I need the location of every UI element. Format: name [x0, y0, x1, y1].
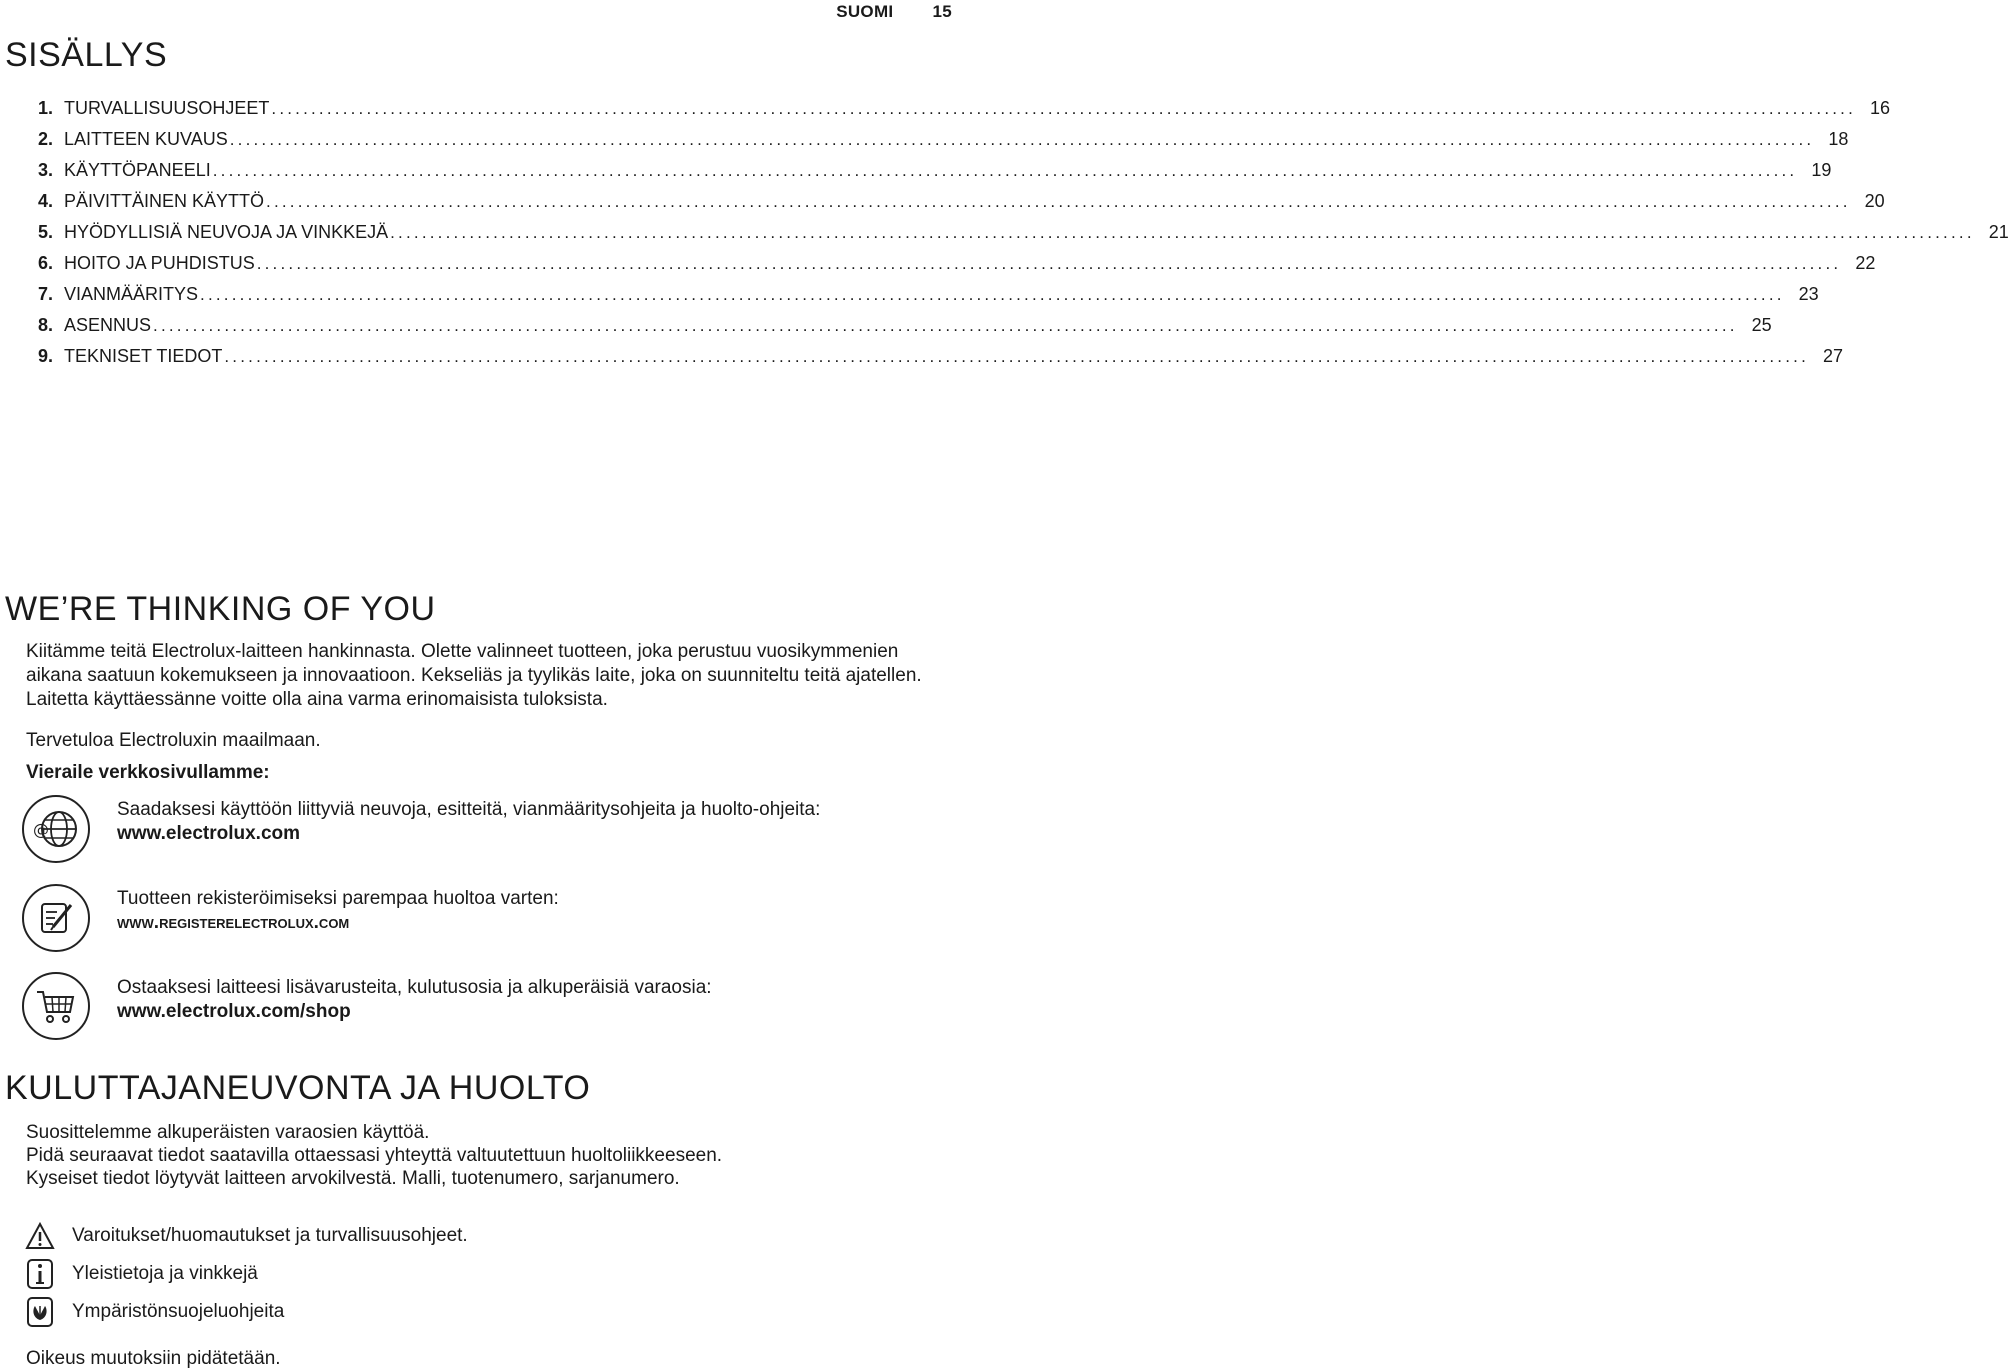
environment-leaf-icon — [26, 1297, 54, 1327]
toc-item-title: TEKNISET TIEDOT — [64, 346, 223, 366]
svg-text:@: @ — [33, 820, 49, 839]
toc-title: SISÄLLYS — [5, 36, 168, 74]
toc-item-page: 23 — [1798, 284, 1819, 304]
toc-item-title: TURVALLISUUSOHJEET — [64, 98, 270, 118]
register-link[interactable]: www.registerelectrolux.com — [117, 912, 350, 933]
toc-leader-dots: ........................................................................................................................................................................................................ — [229, 130, 1815, 149]
toc-item-number: 5. — [38, 222, 54, 242]
service-line-1: Suosittelemme alkuperäisten varaosien käyttöä. — [26, 1122, 430, 1143]
service-title: KULUTTAJANEUVONTA JA HUOLTO — [5, 1069, 591, 1107]
language-label: SUOMI — [836, 2, 894, 21]
toc-item-6[interactable] — [38, 253, 1876, 284]
legend-text: Yleistietoja ja vinkkejä — [72, 1263, 258, 1284]
toc-item-9[interactable] — [38, 346, 1844, 377]
warning-triangle-icon — [26, 1221, 54, 1251]
table-of-contents — [38, 98, 2009, 377]
toc-item-title: HYÖDYLLISIÄ NEUVOJA JA VINKKEJÄ — [64, 222, 389, 242]
legend-warning — [26, 1217, 468, 1255]
intro-paragraph: Kiitämme teitä Electrolux-laitteen hankinnasta. Olette valinneet tuotteen, joka perustuu vuosikymmenien aikana saatuun kokemukseen ja innovaatioon. Kekseliäs ja tyylikäs laite, joka on suunniteltu teitä ajatellen. Laitetta käyttäessänne voitte olla aina varma erinomaisista tuloksista. — [26, 641, 922, 710]
toc-item-8[interactable] — [38, 315, 1772, 346]
toc-item-1[interactable] — [38, 98, 1891, 129]
toc-item-page: 19 — [1811, 160, 1832, 180]
legend-info — [26, 1255, 468, 1293]
toc-item-title: KÄYTTÖPANEELI — [64, 160, 211, 180]
toc-item-3[interactable] — [38, 160, 1832, 191]
toc-leader-dots: ........................................................................................................................................................................................................ — [266, 192, 1851, 211]
toc-leader-dots: ........................................................................................................................................................................................................ — [224, 347, 1810, 366]
toc-item-number: 7. — [38, 284, 54, 304]
toc-item-title: PÄIVITTÄINEN KÄYTTÖ — [64, 191, 265, 211]
legend-environment — [26, 1293, 468, 1331]
service-line-2: Pidä seuraavat tiedot saatavilla ottaessasi yhteyttä valtuutettuun huoltoliikkeeseen. — [26, 1145, 723, 1166]
toc-item-2[interactable] — [38, 129, 1849, 160]
service-line-3: Kyseiset tiedot löytyvät laitteen arvokilvestä. Malli, tuotenumero, sarjanumero. — [26, 1168, 680, 1189]
toc-item-title: ASENNUS — [64, 315, 152, 335]
toc-item-title: HOITO JA PUHDISTUS — [64, 253, 255, 273]
link-description-3: Ostaaksesi laitteesi lisävarusteita, kulutusosia ja alkuperäisiä varaosia: — [117, 977, 712, 998]
web-globe-icon — [22, 795, 90, 863]
toc-item-title: VIANMÄÄRITYS — [64, 284, 199, 304]
toc-leader-dots: ........................................................................................................................................................................................................ — [153, 316, 1738, 335]
toc-item-page: 22 — [1855, 253, 1876, 273]
toc-leader-dots: ........................................................................................................................................................................................................ — [390, 223, 1975, 242]
legend-text: Varoitukset/huomautukset ja turvallisuusohjeet. — [72, 1225, 468, 1246]
link-description-2: Tuotteen rekisteröimiseksi parempaa huoltoa varten: — [117, 888, 559, 909]
toc-leader-dots: ........................................................................................................................................................................................................ — [212, 161, 1798, 180]
footer-note: Oikeus muutoksiin pidätetään. — [26, 1348, 281, 1369]
toc-item-5[interactable] — [38, 222, 2009, 253]
toc-item-number: 2. — [38, 129, 54, 149]
welcome-text: Tervetuloa Electroluxin maailmaan. — [26, 730, 321, 751]
toc-item-number: 3. — [38, 160, 54, 180]
visit-label: Vieraile verkkosivullamme: — [26, 762, 270, 783]
toc-item-page: 20 — [1864, 191, 1885, 211]
toc-item-number: 6. — [38, 253, 54, 273]
toc-item-7[interactable] — [38, 284, 1819, 315]
register-pen-icon — [22, 884, 90, 952]
page-number: 15 — [932, 2, 952, 21]
toc-item-page: 27 — [1822, 346, 1844, 366]
toc-item-page: 25 — [1751, 315, 1772, 335]
intro-title: WE’RE THINKING OF YOU — [5, 590, 436, 628]
toc-item-4[interactable] — [38, 191, 1885, 222]
toc-leader-dots: ........................................................................................................................................................................................................ — [256, 254, 1842, 273]
symbol-legend — [26, 1217, 468, 1331]
toc-item-number: 9. — [38, 346, 54, 366]
info-icon — [26, 1259, 54, 1289]
toc-item-page: 18 — [1828, 129, 1849, 149]
shop-cart-icon — [22, 972, 90, 1040]
link-description-1: Saadaksesi käyttöön liittyviä neuvoja, esitteitä, vianmääritysohjeita ja huolto-ohjeita: — [117, 799, 821, 820]
toc-item-title: LAITTEEN KUVAUS — [64, 129, 228, 149]
toc-item-number: 8. — [38, 315, 54, 335]
toc-item-page: 16 — [1870, 98, 1891, 118]
legend-text: Ympäristönsuojeluohjeita — [72, 1301, 285, 1322]
toc-item-page: 21 — [1988, 222, 2009, 242]
page-header — [836, 2, 952, 22]
toc-item-number: 1. — [38, 98, 54, 118]
toc-item-number: 4. — [38, 191, 54, 211]
shop-link[interactable]: www.electrolux.com/shop — [117, 1001, 351, 1022]
toc-leader-dots: ........................................................................................................................................................................................................ — [200, 285, 1785, 304]
toc-leader-dots: ........................................................................................................................................................................................................ — [271, 99, 1857, 118]
electrolux-link[interactable]: www.electrolux.com — [117, 823, 301, 844]
